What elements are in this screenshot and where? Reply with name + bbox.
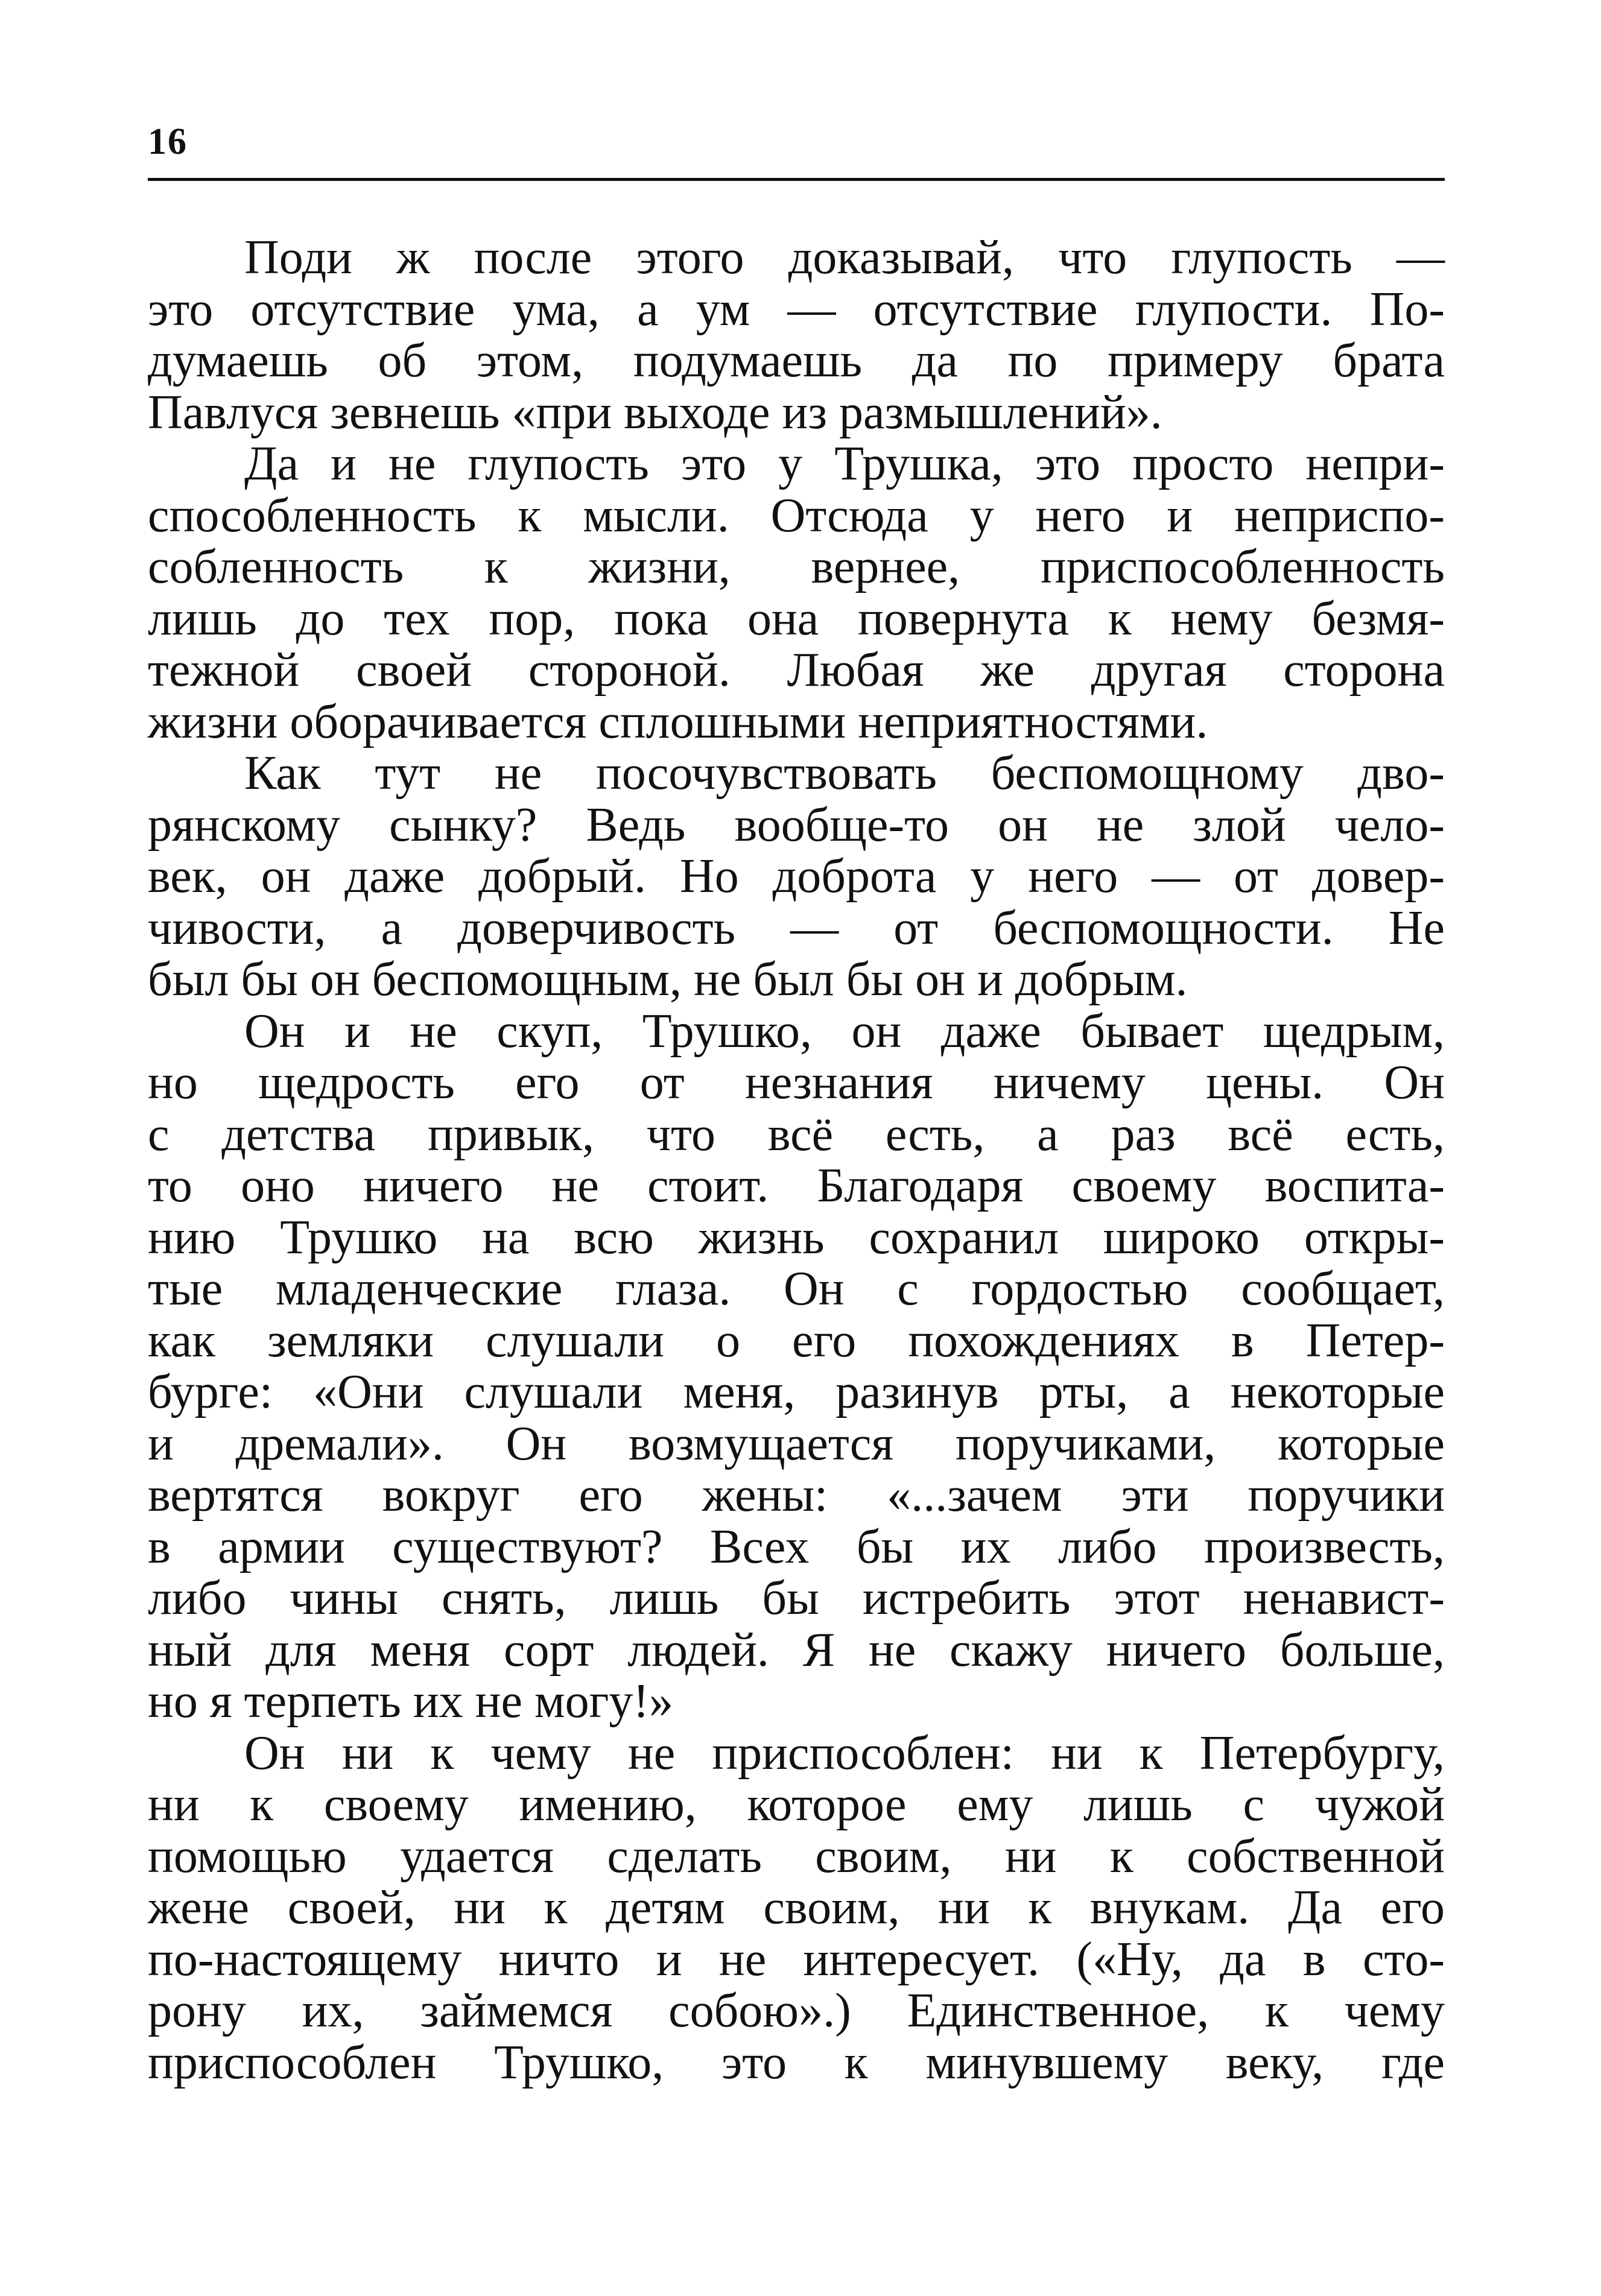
text-line: способленность к мысли. Отсюда у него и неприспо- xyxy=(148,489,1445,542)
text-line: бурге: «Они слушали меня, разинув рты, а некоторые xyxy=(148,1365,1445,1418)
text-line: лишь до тех пор, пока она повернута к нему безмя- xyxy=(148,592,1445,645)
text-line: это отсутствие ума, а ум — отсутствие глупости. По- xyxy=(148,282,1445,336)
page-number: 16 xyxy=(148,121,188,162)
paragraph xyxy=(148,232,1445,438)
text-line: но щедрость его от незнания ничему цены. Он xyxy=(148,1056,1445,1109)
paragraph xyxy=(148,748,1445,1006)
text-line: ный для меня сорт людей. Я не скажу ничего больше, xyxy=(148,1623,1445,1677)
text-line: приспособлен Трушко, это к минувшему веку, где xyxy=(148,2035,1445,2089)
text-line: жене своей, ни к детям своим, ни к внукам. Да его xyxy=(148,1881,1445,1934)
text-line: рону их, займемся собою».) Единственное, к чему xyxy=(148,1984,1445,2037)
paragraph xyxy=(148,1006,1445,1728)
text-line: как земляки слушали о его похождениях в Петер- xyxy=(148,1314,1445,1367)
page-header xyxy=(148,118,1445,184)
text-line: Он и не скуп, Трушко, он даже бывает щедрым, xyxy=(244,1004,1445,1058)
text-line: чивости, а доверчивость — от беспомощности. Не xyxy=(148,901,1445,955)
body-text xyxy=(148,232,1445,2089)
text-line: либо чины снять, лишь бы истребить этот ненавист- xyxy=(148,1572,1445,1625)
text-line: Как тут не посочувствовать беспомощному дво- xyxy=(244,747,1445,800)
text-line: с детства привык, что всё есть, а раз всё есть, xyxy=(148,1107,1445,1161)
text-line: ни к своему имению, которое ему лишь с чужой xyxy=(148,1778,1445,1831)
text-line: по-настоящему ничто и не интересует. («Ну, да в сто- xyxy=(148,1932,1445,1986)
header-rule xyxy=(148,178,1445,181)
text-line: жизни оборачивается сплошными неприятностями. xyxy=(148,695,1208,748)
text-line: тежной своей стороной. Любая же другая сторона xyxy=(148,644,1445,697)
text-line: рянскому сынку? Ведь вообще-то он не злой чело- xyxy=(148,798,1445,852)
text-line: и дремали». Он возмущается поручиками, которые xyxy=(148,1417,1445,1470)
paragraph xyxy=(148,1728,1445,2089)
text-line: собленность к жизни, вернее, приспособленность xyxy=(148,540,1445,593)
text-line: вертятся вокруг его жены: «...зачем эти поручики xyxy=(148,1469,1445,1522)
text-line: был бы он беспомощным, не был бы он и добрым. xyxy=(148,953,1188,1006)
text-line: Павлуся зевнешь «при выходе из размышлений». xyxy=(148,385,1162,439)
text-line: Да и не глупость это у Трушка, это просто непри- xyxy=(244,437,1445,490)
text-line: Поди ж после этого доказывай, что глупость — xyxy=(244,231,1445,284)
text-line: Он ни к чему не приспособлен: ни к Петербургу, xyxy=(244,1726,1445,1780)
text-line: век, он даже добрый. Но доброта у него — от довер- xyxy=(148,850,1445,903)
text-line: в армии существуют? Всех бы их либо произвесть, xyxy=(148,1520,1445,1573)
text-line: думаешь об этом, подумаешь да по примеру брата xyxy=(148,334,1445,387)
paragraph xyxy=(148,438,1445,748)
text-line: то оно ничего не стоит. Благодаря своему воспита- xyxy=(148,1159,1445,1212)
text-line: помощью удается сделать своим, ни к собственной xyxy=(148,1829,1445,1883)
text-line: тые младенческие глаза. Он с гордостью сообщает, xyxy=(148,1262,1445,1315)
text-line: нию Трушко на всю жизнь сохранил широко откры- xyxy=(148,1210,1445,1264)
text-line: но я терпеть их не могу!» xyxy=(148,1675,674,1728)
